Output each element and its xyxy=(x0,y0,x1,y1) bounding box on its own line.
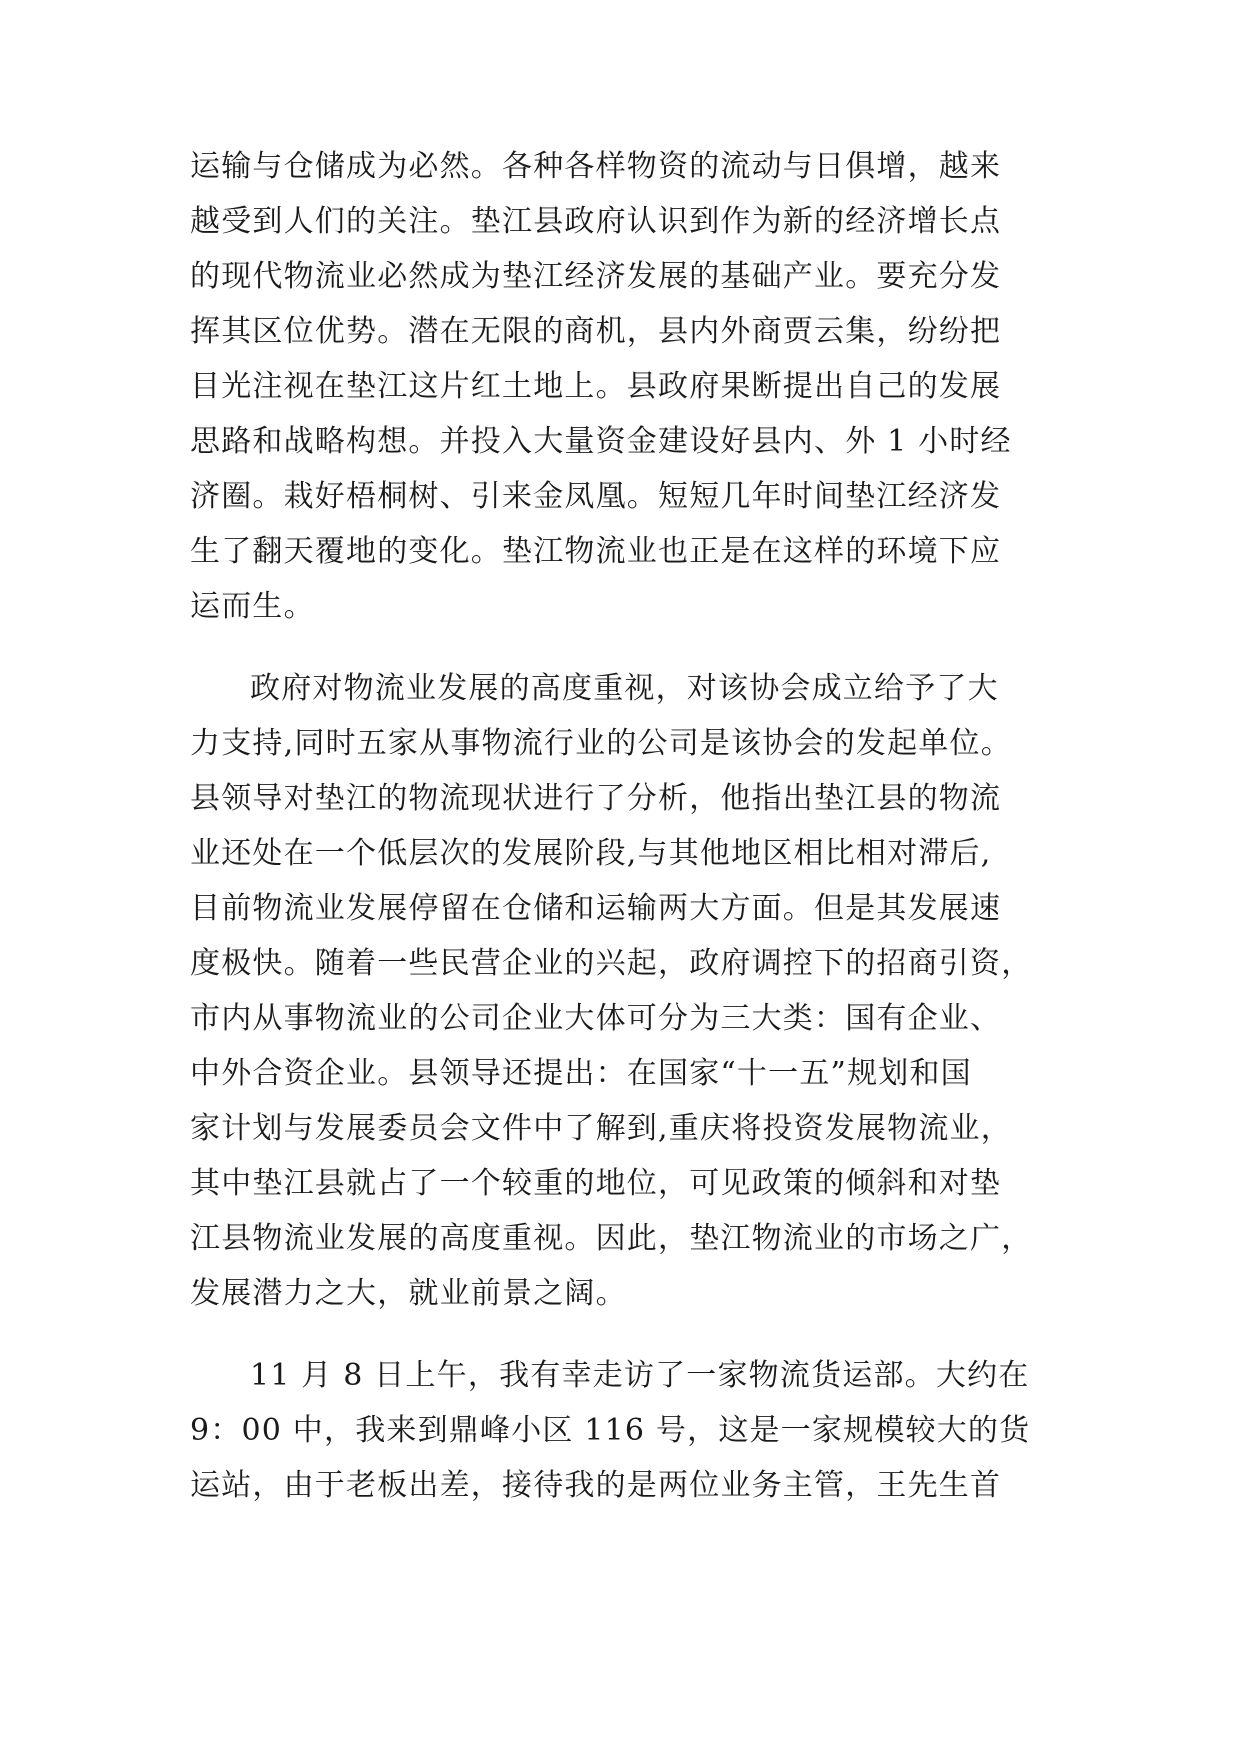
text-line: 家计划与发展委员会文件中了解到,重庆将投资发展物流业， xyxy=(190,1111,1012,1146)
text-line: 其中垫江县就占了一个较重的地位，可见政策的倾斜和对垫 xyxy=(190,1166,1002,1201)
text-line: 力支持,同时五家从事物流行业的公司是该协会的发起单位。 xyxy=(190,726,1012,761)
paragraph-first-line: 11 月 8 日上午，我有幸走访了一家物流货运部。大约在 xyxy=(250,1358,1030,1393)
text-line: 县领导对垫江的物流现状进行了分析，他指出垫江县的物流 xyxy=(190,781,1002,816)
text-line: 业还处在一个低层次的发展阶段,与其他地区相比相对滞后, xyxy=(190,836,992,871)
text-line: 目光注视在垫江这片红土地上。县政府果断提出自己的发展 xyxy=(190,369,1002,404)
paragraph-first-line: 政府对物流业发展的高度重视，对该协会成立给予了大 xyxy=(250,671,999,706)
text-line: 度极快。随着一些民营企业的兴起，政府调控下的招商引资， xyxy=(190,946,1033,981)
text-line: 市内从事物流业的公司企业大体可分为三大类：国有企业、 xyxy=(190,1001,1002,1036)
text-line: 挥其区位优势。潜在无限的商机，县内外商贾云集，纷纷把 xyxy=(190,314,1002,349)
text-line: 运而生。 xyxy=(190,589,315,624)
text-line: 目前物流业发展停留在仓储和运输两大方面。但是其发展速 xyxy=(190,891,1002,926)
text-line: 运站，由于老板出差，接待我的是两位业务主管，王先生首 xyxy=(190,1468,1002,1503)
text-line: 思路和战略构想。并投入大量资金建设好县内、外 1 小时经 xyxy=(190,424,1012,459)
text-line: 运输与仓储成为必然。各种各样物资的流动与日俱增，越来 xyxy=(190,149,1002,184)
text-line: 9：00 中，我来到鼎峰小区 116 号，这是一家规模较大的货 xyxy=(190,1413,1031,1448)
text-line: 济圈。栽好梧桐树、引来金凤凰。短短几年时间垫江经济发 xyxy=(190,479,1002,514)
text-line: 中外合资企业。县领导还提出：在国家“十一五”规划和国 xyxy=(190,1056,972,1091)
text-line: 的现代物流业必然成为垫江经济发展的基础产业。要充分发 xyxy=(190,259,1002,294)
text-line: 发展潜力之大，就业前景之阔。 xyxy=(190,1276,627,1311)
text-line: 越受到人们的关注。垫江县政府认识到作为新的经济增长点 xyxy=(190,204,1002,239)
text-line: 生了翻天覆地的变化。垫江物流业也正是在这样的环境下应 xyxy=(190,534,1002,569)
text-line: 江县物流业发展的高度重视。因此，垫江物流业的市场之广， xyxy=(190,1221,1033,1256)
